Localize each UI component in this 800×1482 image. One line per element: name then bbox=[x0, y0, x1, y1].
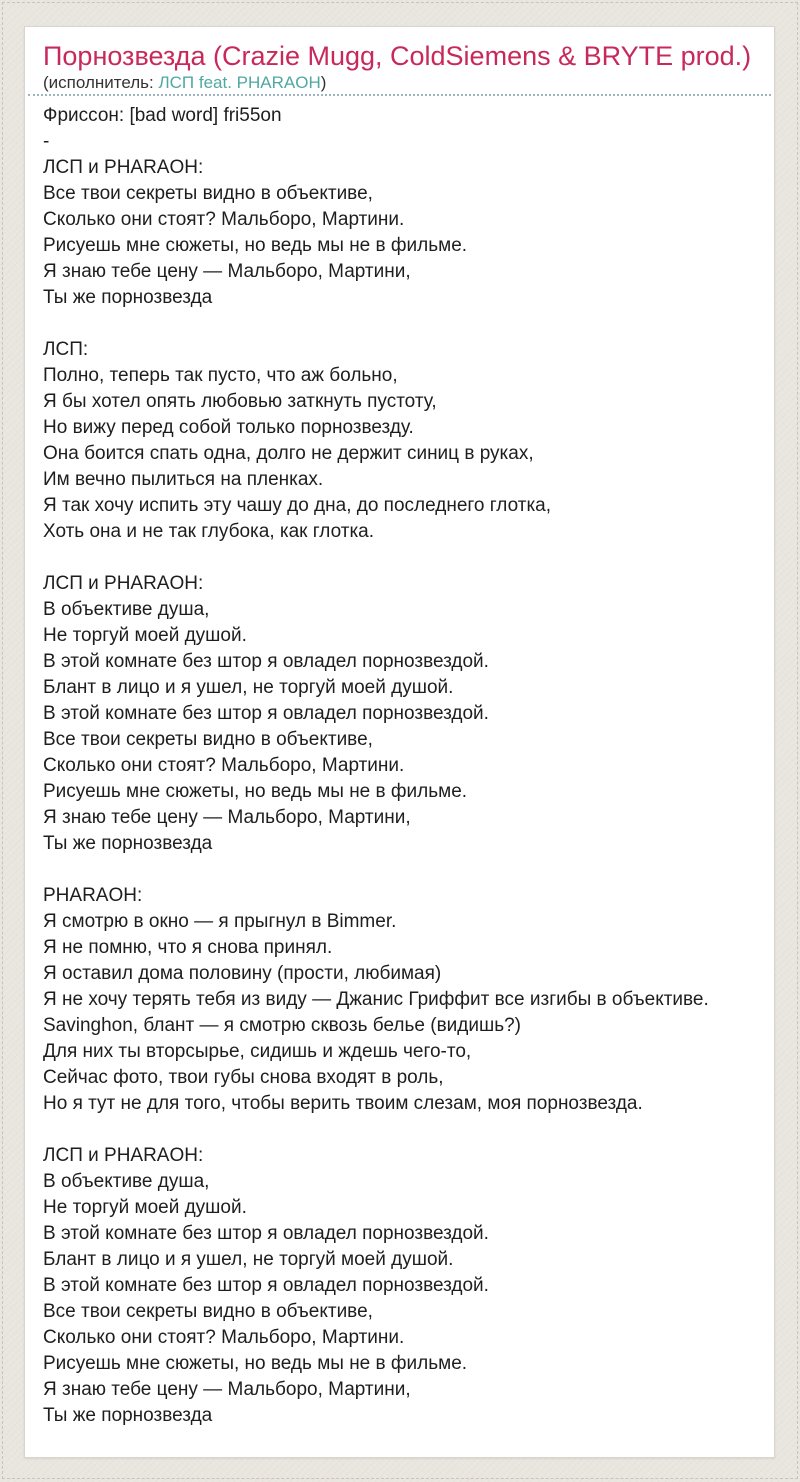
lyric-line: Я знаю тебе цену — Мальборо, Мартини, bbox=[43, 807, 411, 828]
lyric-line: В объективе душа, bbox=[43, 1171, 210, 1192]
lyric-line: Сколько они стоят? Мальборо, Мартини. bbox=[43, 755, 405, 776]
lyric-line: Для них ты вторсырье, сидишь и ждешь чего-то, bbox=[43, 1041, 472, 1062]
lyric-line: Рисуешь мне сюжеты, но ведь мы не в фильме. bbox=[43, 1353, 468, 1374]
lyric-line: ЛСП и PHARAOH: bbox=[43, 157, 204, 178]
lyric-line: В этой комнате без штор я овладел порнозвездой. bbox=[43, 703, 489, 724]
lyric-line: Я оставил дома половину (прости, любимая) bbox=[43, 963, 442, 984]
lyric-line: Сколько они стоят? Мальборо, Мартини. bbox=[43, 1327, 405, 1348]
lyrics-card bbox=[24, 26, 775, 1458]
lyric-line: Хоть она и не так глубока, как глотка. bbox=[43, 521, 375, 542]
lyric-line: Я смотрю в окно — я прыгнул в Bimmer. bbox=[43, 911, 397, 932]
lyric-line: Все твои секреты видно в объективе, bbox=[43, 183, 373, 204]
lyric-line: Она боится спать одна, долго не держит синиц в руках, bbox=[43, 443, 534, 464]
lyric-line: Ты же порнозвезда bbox=[43, 287, 213, 308]
lyric-line: Я знаю тебе цену — Мальборо, Мартини, bbox=[43, 1379, 411, 1400]
lyric-line: Я не помню, что я снова принял. bbox=[43, 937, 333, 958]
lyric-line: Не торгуй моей душой. bbox=[43, 625, 247, 646]
lyric-line: В этой комнате без штор я овладел порнозвездой. bbox=[43, 651, 489, 672]
lyric-line: Сейчас фото, твои губы снова входят в роль, bbox=[43, 1067, 444, 1088]
lyric-line: Я бы хотел опять любовью заткнуть пустоту, bbox=[43, 391, 437, 412]
lyric-line: В этой комнате без штор я овладел порнозвездой. bbox=[43, 1275, 489, 1296]
lyric-line: ЛСП: bbox=[43, 339, 89, 360]
stanza bbox=[43, 337, 756, 545]
song-header bbox=[28, 41, 771, 96]
artist-line bbox=[43, 72, 756, 93]
song-title: Порнозвезда (Crazie Mugg, ColdSiemens & BRYTE prod.) bbox=[43, 41, 752, 71]
lyric-line: Полно, теперь так пусто, что аж больно, bbox=[43, 365, 398, 386]
artist-suffix: ) bbox=[320, 73, 327, 92]
lyric-line: ЛСП и PHARAOH: bbox=[43, 573, 204, 594]
lyric-line: PHARAOH: bbox=[43, 885, 143, 906]
lyric-line: Я так хочу испить эту чашу до дна, до последнего глотка, bbox=[43, 495, 552, 516]
lyric-line: - bbox=[43, 131, 50, 152]
lyrics-text bbox=[28, 96, 771, 1429]
stanza bbox=[43, 1143, 756, 1429]
lyric-line: Блант в лицо и я ушел, не торгуй моей душой. bbox=[43, 1249, 454, 1270]
lyric-line: В этой комнате без штор я овладел порнозвездой. bbox=[43, 1223, 489, 1244]
lyric-line: Я не хочу терять тебя из виду — Джанис Гриффит все изгибы в объективе. bbox=[43, 989, 709, 1010]
artist-prefix: (исполнитель: bbox=[43, 73, 159, 92]
lyric-line: Им вечно пылиться на пленках. bbox=[43, 469, 324, 490]
stanza bbox=[43, 883, 756, 1117]
lyric-line: Не торгуй моей душой. bbox=[43, 1197, 247, 1218]
lyric-line: Рисуешь мне сюжеты, но ведь мы не в фильме. bbox=[43, 781, 468, 802]
lyric-line: Но вижу перед собой только порнозвезду. bbox=[43, 417, 414, 438]
stanza bbox=[43, 103, 756, 311]
lyric-line: Фриссон: [bad word] fri55on bbox=[43, 105, 282, 126]
lyric-line: Я знаю тебе цену — Мальборо, Мартини, bbox=[43, 261, 411, 282]
lyric-line: Рисуешь мне сюжеты, но ведь мы не в фильме. bbox=[43, 235, 468, 256]
lyric-line: Блант в лицо и я ушел, не торгуй моей душой. bbox=[43, 677, 454, 698]
lyric-line: Savinghon, блант — я смотрю сквозь белье (видишь?) bbox=[43, 1015, 522, 1036]
lyric-line: Ты же порнозвезда bbox=[43, 1405, 213, 1426]
lyric-line: ЛСП и PHARAOH: bbox=[43, 1145, 204, 1166]
lyric-line: Сколько они стоят? Мальборо, Мартини. bbox=[43, 209, 405, 230]
lyric-line: Но я тут не для того, чтобы верить твоим слезам, моя порнозвезда. bbox=[43, 1093, 643, 1114]
artist-link[interactable]: ЛСП feat. PHARAOH bbox=[158, 73, 321, 92]
lyric-line: Все твои секреты видно в объективе, bbox=[43, 1301, 373, 1322]
lyric-line: В объективе душа, bbox=[43, 599, 210, 620]
lyric-line: Ты же порнозвезда bbox=[43, 833, 213, 854]
stanza bbox=[43, 571, 756, 857]
lyric-line: Все твои секреты видно в объективе, bbox=[43, 729, 373, 750]
